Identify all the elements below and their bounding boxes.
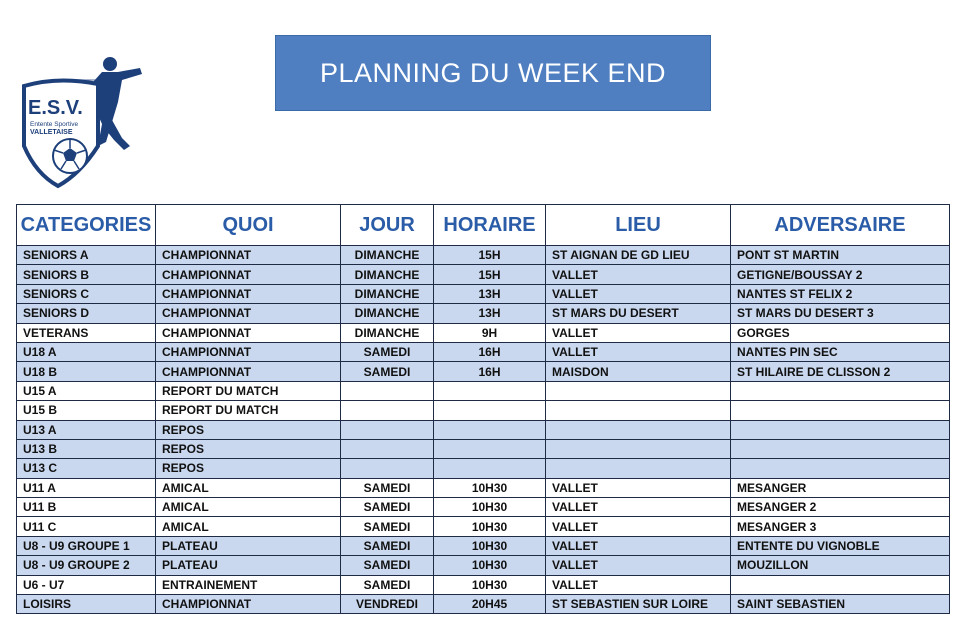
cell-quoi: REPORT DU MATCH	[156, 381, 341, 400]
cell-jour	[341, 401, 434, 420]
header-quoi: QUOI	[156, 205, 341, 246]
schedule-table	[16, 204, 950, 614]
cell-adversaire: MESANGER 3	[731, 517, 950, 536]
cell-categorie: U11 C	[17, 517, 156, 536]
cell-jour: SAMEDI	[341, 575, 434, 594]
header-jour: JOUR	[341, 205, 434, 246]
cell-lieu: VALLET	[546, 323, 731, 342]
cell-jour	[341, 459, 434, 478]
table-row	[17, 246, 950, 265]
cell-lieu: MAISDON	[546, 362, 731, 381]
cell-quoi: CHAMPIONNAT	[156, 595, 341, 614]
cell-horaire: 10H30	[434, 517, 546, 536]
cell-lieu: ST SEBASTIEN SUR LOIRE	[546, 595, 731, 614]
cell-jour: DIMANCHE	[341, 265, 434, 284]
cell-lieu: VALLET	[546, 342, 731, 361]
cell-categorie: SENIORS C	[17, 284, 156, 303]
cell-lieu	[546, 459, 731, 478]
cell-lieu: VALLET	[546, 575, 731, 594]
header-adversaire: ADVERSAIRE	[731, 205, 950, 246]
cell-adversaire	[731, 420, 950, 439]
cell-adversaire: MESANGER	[731, 478, 950, 497]
cell-horaire: 9H	[434, 323, 546, 342]
table-row	[17, 556, 950, 575]
cell-quoi: CHAMPIONNAT	[156, 265, 341, 284]
cell-horaire: 16H	[434, 362, 546, 381]
table-header-row	[17, 205, 950, 246]
cell-adversaire: NANTES ST FELIX 2	[731, 284, 950, 303]
cell-quoi: CHAMPIONNAT	[156, 362, 341, 381]
cell-lieu: VALLET	[546, 498, 731, 517]
logo-line1: Entente Sportive	[30, 121, 79, 128]
cell-lieu: VALLET	[546, 478, 731, 497]
cell-lieu: VALLET	[546, 556, 731, 575]
cell-categorie: U13 C	[17, 459, 156, 478]
cell-jour: SAMEDI	[341, 536, 434, 555]
table-row	[17, 362, 950, 381]
cell-jour: DIMANCHE	[341, 246, 434, 265]
cell-categorie: U13 B	[17, 439, 156, 458]
cell-horaire	[434, 420, 546, 439]
cell-horaire: 10H30	[434, 536, 546, 555]
cell-categorie: U11 A	[17, 478, 156, 497]
cell-categorie: SENIORS B	[17, 265, 156, 284]
cell-horaire: 10H30	[434, 556, 546, 575]
table-row	[17, 575, 950, 594]
cell-lieu	[546, 439, 731, 458]
cell-jour: SAMEDI	[341, 362, 434, 381]
table-row	[17, 284, 950, 303]
cell-categorie: U18 A	[17, 342, 156, 361]
table-row	[17, 304, 950, 323]
table-row	[17, 323, 950, 342]
cell-lieu	[546, 381, 731, 400]
cell-categorie: U8 - U9 GROUPE 1	[17, 536, 156, 555]
table-row	[17, 498, 950, 517]
cell-adversaire: MOUZILLON	[731, 556, 950, 575]
cell-categorie: SENIORS A	[17, 246, 156, 265]
cell-jour: DIMANCHE	[341, 304, 434, 323]
table-row	[17, 517, 950, 536]
cell-jour	[341, 439, 434, 458]
cell-horaire: 15H	[434, 246, 546, 265]
cell-categorie: U6 - U7	[17, 575, 156, 594]
table-row	[17, 439, 950, 458]
cell-jour: DIMANCHE	[341, 323, 434, 342]
table-row	[17, 420, 950, 439]
table-row	[17, 595, 950, 614]
cell-quoi: PLATEAU	[156, 536, 341, 555]
cell-horaire: 10H30	[434, 498, 546, 517]
cell-jour	[341, 381, 434, 400]
cell-jour: SAMEDI	[341, 478, 434, 497]
cell-quoi: REPOS	[156, 439, 341, 458]
cell-lieu: ST AIGNAN DE GD LIEU	[546, 246, 731, 265]
table-row	[17, 459, 950, 478]
cell-quoi: AMICAL	[156, 498, 341, 517]
header-horaire: HORAIRE	[434, 205, 546, 246]
cell-lieu: VALLET	[546, 284, 731, 303]
cell-quoi: ENTRAINEMENT	[156, 575, 341, 594]
cell-quoi: CHAMPIONNAT	[156, 304, 341, 323]
cell-categorie: U13 A	[17, 420, 156, 439]
logo-initials: E.S.V.	[28, 97, 83, 119]
cell-quoi: AMICAL	[156, 478, 341, 497]
cell-quoi: CHAMPIONNAT	[156, 342, 341, 361]
cell-categorie: SENIORS D	[17, 304, 156, 323]
cell-lieu: VALLET	[546, 517, 731, 536]
cell-adversaire: ST HILAIRE DE CLISSON 2	[731, 362, 950, 381]
cell-quoi: AMICAL	[156, 517, 341, 536]
cell-quoi: CHAMPIONNAT	[156, 246, 341, 265]
cell-adversaire	[731, 459, 950, 478]
cell-horaire: 13H	[434, 284, 546, 303]
cell-horaire: 15H	[434, 265, 546, 284]
cell-adversaire	[731, 439, 950, 458]
cell-horaire: 16H	[434, 342, 546, 361]
cell-jour: SAMEDI	[341, 556, 434, 575]
cell-categorie: LOISIRS	[17, 595, 156, 614]
cell-horaire: 13H	[434, 304, 546, 323]
logo-line2: VALLETAISE	[30, 129, 73, 136]
cell-horaire: 10H30	[434, 575, 546, 594]
cell-quoi: CHAMPIONNAT	[156, 323, 341, 342]
cell-adversaire: GORGES	[731, 323, 950, 342]
cell-horaire	[434, 401, 546, 420]
cell-adversaire	[731, 401, 950, 420]
cell-categorie: VETERANS	[17, 323, 156, 342]
cell-adversaire: GETIGNE/BOUSSAY 2	[731, 265, 950, 284]
cell-quoi: CHAMPIONNAT	[156, 284, 341, 303]
cell-jour: DIMANCHE	[341, 284, 434, 303]
cell-lieu: VALLET	[546, 536, 731, 555]
cell-categorie: U8 - U9 GROUPE 2	[17, 556, 156, 575]
cell-adversaire	[731, 575, 950, 594]
cell-adversaire: PONT ST MARTIN	[731, 246, 950, 265]
cell-categorie: U11 B	[17, 498, 156, 517]
cell-adversaire: ST MARS DU DESERT 3	[731, 304, 950, 323]
cell-jour: SAMEDI	[341, 517, 434, 536]
cell-adversaire: SAINT SEBASTIEN	[731, 595, 950, 614]
cell-categorie: U18 B	[17, 362, 156, 381]
cell-quoi: REPOS	[156, 420, 341, 439]
club-crest-icon	[18, 50, 168, 190]
cell-categorie: U15 A	[17, 381, 156, 400]
club-logo	[18, 50, 168, 190]
cell-jour: SAMEDI	[341, 342, 434, 361]
cell-jour: SAMEDI	[341, 498, 434, 517]
cell-categorie: U15 B	[17, 401, 156, 420]
table-row	[17, 342, 950, 361]
table-row	[17, 478, 950, 497]
cell-horaire	[434, 439, 546, 458]
cell-jour: VENDREDI	[341, 595, 434, 614]
header-categories: CATEGORIES	[17, 205, 156, 246]
table-row	[17, 536, 950, 555]
page-title: PLANNING DU WEEK END	[275, 35, 711, 111]
cell-horaire: 10H30	[434, 478, 546, 497]
cell-quoi: REPOS	[156, 459, 341, 478]
table-row	[17, 401, 950, 420]
cell-horaire	[434, 459, 546, 478]
header-lieu: LIEU	[546, 205, 731, 246]
cell-horaire: 20H45	[434, 595, 546, 614]
cell-adversaire: MESANGER 2	[731, 498, 950, 517]
cell-lieu	[546, 420, 731, 439]
cell-adversaire: ENTENTE DU VIGNOBLE	[731, 536, 950, 555]
cell-quoi: REPORT DU MATCH	[156, 401, 341, 420]
cell-jour	[341, 420, 434, 439]
cell-quoi: PLATEAU	[156, 556, 341, 575]
cell-adversaire: NANTES PIN SEC	[731, 342, 950, 361]
table-row	[17, 381, 950, 400]
cell-adversaire	[731, 381, 950, 400]
cell-lieu	[546, 401, 731, 420]
cell-lieu: ST MARS DU DESERT	[546, 304, 731, 323]
cell-horaire	[434, 381, 546, 400]
cell-lieu: VALLET	[546, 265, 731, 284]
table-row	[17, 265, 950, 284]
